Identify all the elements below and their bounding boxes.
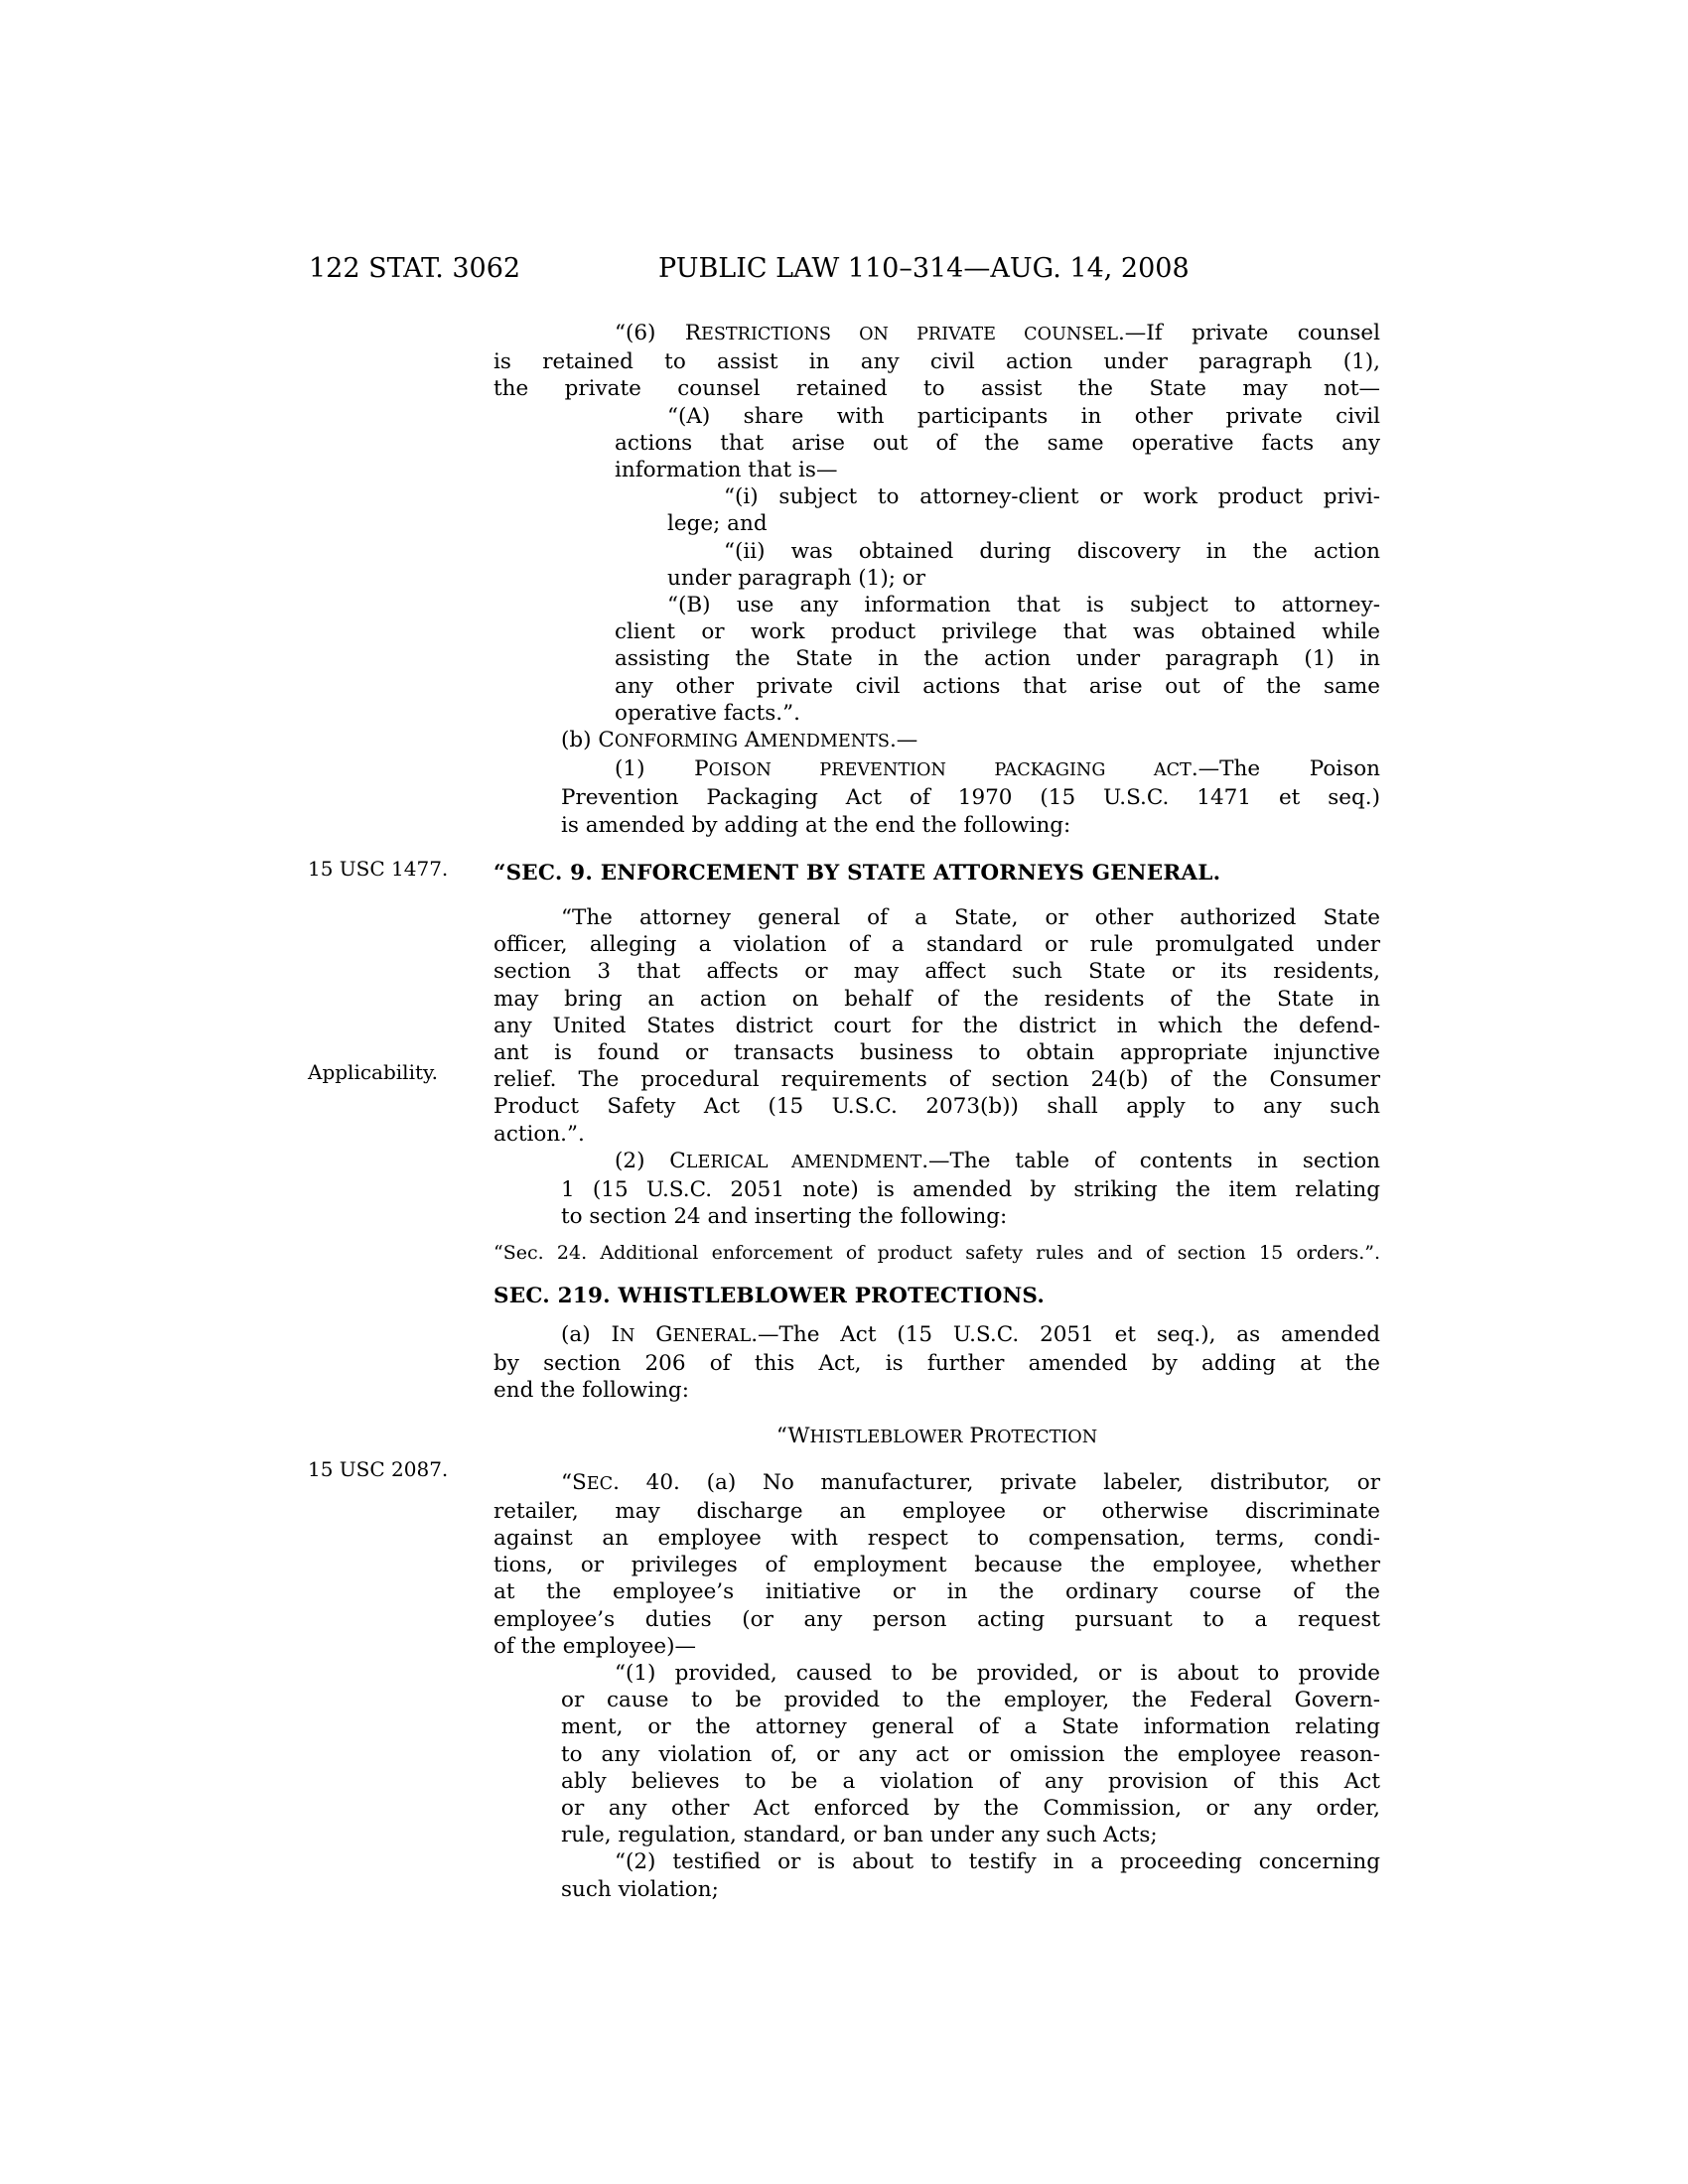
text-run: relief. The procedural requirements of section 24(b) of the Consumer — [493, 1067, 1380, 1093]
text-line — [493, 1713, 1380, 1740]
text-line — [493, 592, 1380, 618]
text-run: ment, or the attorney general of a State information relating — [561, 1714, 1380, 1740]
text-run: is retained to assist in any civil action under paragraph (1), — [493, 349, 1380, 375]
text-run: A — [738, 728, 761, 753]
text-run: client or work product privilege that was obtained while — [615, 619, 1380, 645]
text-run: “(6) R — [615, 321, 702, 345]
small-caps-run: OISON PREVENTION PACKAGING ACT — [708, 760, 1192, 781]
text-run: the private counsel retained to assist the State may not— — [493, 376, 1380, 402]
small-caps-run: MENDMENTS — [760, 732, 890, 752]
text-run: “Sec. 24. Additional enforcement of product safety rules and of section 15 orders.”. — [493, 1241, 1380, 1264]
margin-note-usc-1477: 15 USC 1477. — [308, 857, 449, 881]
text-run: .—The Poison — [1191, 756, 1380, 782]
text-run: “SEC. 9. ENFORCEMENT BY STATE ATTORNEYS GENERAL. — [493, 860, 1221, 886]
text-line — [493, 860, 1380, 887]
text-line — [493, 904, 1380, 931]
text-line — [493, 320, 1380, 348]
small-caps-run: N — [619, 1325, 635, 1346]
text-run: (1) P — [615, 756, 709, 782]
text-line — [493, 931, 1380, 958]
text-run: P — [962, 1424, 984, 1449]
text-line — [493, 1350, 1380, 1377]
text-run: such violation; — [561, 1876, 719, 1902]
text-run: . 40. (a) No manufacturer, private labeler, distributor, or — [613, 1469, 1380, 1495]
text-run: (b) C — [561, 728, 615, 753]
text-line — [493, 375, 1380, 402]
text-run: ant is found or transacts business to obtain appropriate injunctive — [493, 1040, 1380, 1066]
text-line — [493, 1552, 1380, 1578]
margin-note-applicability: Applicability. — [308, 1060, 438, 1084]
page-number: 122 STAT. 3062 — [309, 253, 521, 284]
section-heading-sec-9 — [493, 860, 1380, 887]
text-line — [493, 1321, 1380, 1350]
text-line — [493, 1176, 1380, 1203]
text-run: “(1) provided, caused to be provided, or is about to provide — [615, 1660, 1380, 1686]
text-run: rule, regulation, standard, or ban under any such Acts; — [561, 1823, 1158, 1848]
text-line — [493, 457, 1380, 483]
text-line — [493, 1741, 1380, 1768]
text-line — [493, 1606, 1380, 1633]
text-run: 1 (15 U.S.C. 2051 note) is amended by striking the item relating — [561, 1177, 1380, 1203]
text-run: by section 206 of this Act, is further amended by adding at the — [493, 1350, 1380, 1376]
text-run: assisting the State in the action under paragraph (1) in — [615, 646, 1380, 672]
text-line — [493, 403, 1380, 430]
text-run: .— — [889, 728, 918, 753]
text-line — [493, 1848, 1380, 1875]
text-run: any other private civil actions that arise out of the same — [615, 673, 1380, 699]
text-run: .—If private counsel — [1117, 321, 1381, 345]
text-run: any United States district court for the district in which the defend- — [493, 1013, 1380, 1038]
text-run: or cause to be provided to the employer, the Federal Govern- — [561, 1688, 1380, 1713]
text-run: information that is— — [615, 458, 838, 483]
text-run: action.”. — [493, 1121, 585, 1147]
small-caps-run: ONFORMING — [614, 732, 739, 752]
text-line — [493, 1687, 1380, 1713]
text-line — [493, 1093, 1380, 1120]
text-run: (a) I — [561, 1321, 620, 1347]
text-line — [493, 1795, 1380, 1822]
text-run: operative facts.”. — [615, 700, 800, 726]
text-line — [493, 1377, 1380, 1404]
text-run: “(B) use any information that is subject to attorney- — [667, 593, 1380, 618]
text-run: .—The Act (15 U.S.C. 2051 et seq.), as amended — [751, 1321, 1381, 1347]
text-run: “(i) subject to attorney-client or work product privi- — [724, 484, 1380, 510]
text-line — [493, 1148, 1380, 1176]
text-line — [493, 565, 1380, 592]
text-line — [493, 483, 1380, 510]
text-run: .—The table of contents in section — [921, 1148, 1380, 1173]
text-run: employee’s duties (or any person acting pursuant to a request — [493, 1606, 1380, 1632]
text-run: actions that arise out of the same operative facts any — [615, 430, 1380, 456]
text-run: “(A) share with participants in other private civil — [667, 403, 1380, 429]
text-run: or any other Act enforced by the Commission, or any order, — [561, 1795, 1380, 1821]
text-line — [493, 1013, 1380, 1039]
text-line — [493, 618, 1380, 645]
text-line — [493, 784, 1380, 811]
text-line — [493, 430, 1380, 457]
text-column — [493, 320, 1380, 1903]
text-line — [493, 538, 1380, 565]
text-line — [493, 958, 1380, 985]
text-run: “The attorney general of a State, or other authorized State — [561, 905, 1380, 931]
text-run: ably believes to be a violation of any provision of this Act — [561, 1768, 1380, 1794]
text-line — [493, 1066, 1380, 1093]
text-line — [493, 1876, 1380, 1903]
text-run: against an employee with respect to compensation, terms, condi- — [493, 1525, 1380, 1551]
paragraph-attorney-general-enforcement — [493, 904, 1380, 1230]
text-run: of the employee)— — [493, 1633, 696, 1659]
text-run: to any violation of, or any act or omission the employee reason- — [561, 1741, 1380, 1767]
text-line — [493, 1822, 1380, 1848]
text-line — [493, 1525, 1380, 1552]
text-run: “(2) testified or is about to testify in a proceeding concerning — [615, 1849, 1380, 1875]
text-run: Product Safety Act (15 U.S.C. 2073(b)) shall apply to any such — [493, 1094, 1380, 1120]
text-line — [493, 510, 1380, 537]
text-line — [493, 1242, 1380, 1264]
text-run: is amended by adding at the end the following: — [561, 812, 1071, 838]
text-line — [493, 1283, 1380, 1309]
text-line — [493, 1633, 1380, 1660]
text-line — [493, 755, 1380, 784]
text-run: officer, alleging a violation of a standard or rule promulgated under — [493, 932, 1380, 958]
section-heading-sec-219 — [493, 1283, 1380, 1309]
text-line — [493, 812, 1380, 839]
text-line — [493, 986, 1380, 1013]
small-caps-run: ENERAL — [672, 1325, 752, 1346]
small-caps-run: ESTRICTIONS ON PRIVATE COUNSEL — [701, 325, 1118, 344]
text-line — [493, 1423, 1380, 1451]
text-line — [493, 1121, 1380, 1148]
text-line — [493, 1469, 1380, 1498]
text-line — [493, 1578, 1380, 1605]
text-run: to section 24 and inserting the following: — [561, 1204, 1008, 1230]
text-run: lege; and — [667, 511, 768, 537]
text-line — [493, 727, 1380, 755]
text-run: under paragraph (1); or — [667, 565, 926, 591]
centered-heading-whistleblower-protection — [493, 1423, 1380, 1451]
margin-note-usc-2087: 15 USC 2087. — [308, 1457, 449, 1481]
paragraph-restrictions-on-private-counsel — [493, 320, 1380, 839]
text-run: Prevention Packaging Act of 1970 (15 U.S.C. 1471 et seq.) — [561, 785, 1380, 811]
text-line — [493, 1203, 1380, 1230]
text-line — [493, 1768, 1380, 1795]
text-line — [493, 700, 1380, 727]
small-caps-run: HISTLEBLOWER — [809, 1428, 963, 1448]
text-line — [493, 1498, 1380, 1525]
text-run: section 3 that affects or may affect such State or its residents, — [493, 959, 1380, 985]
text-run: “W — [775, 1424, 810, 1449]
text-run: tions, or privileges of employment because the employee, whether — [493, 1553, 1380, 1578]
text-line — [493, 1039, 1380, 1066]
text-run: “(ii) was obtained during discovery in the action — [724, 538, 1380, 564]
text-line — [493, 348, 1380, 375]
small-caps-run: LERICAL AMENDMENT — [685, 1152, 922, 1172]
small-caps-run: ROTECTION — [983, 1428, 1098, 1448]
text-run: at the employee’s initiative or in the ordinary course of the — [493, 1579, 1380, 1605]
text-run: retailer, may discharge an employee or otherwise discriminate — [493, 1498, 1380, 1524]
paragraph-in-general — [493, 1321, 1380, 1405]
law-title: PUBLIC LAW 110–314—AUG. 14, 2008 — [658, 253, 1190, 284]
text-run: end the following: — [493, 1378, 689, 1404]
text-run: (2) C — [615, 1148, 686, 1173]
text-run: G — [634, 1321, 673, 1347]
small-caps-run: EC — [586, 1473, 614, 1494]
text-run: may bring an action on behalf of the residents of the State in — [493, 986, 1380, 1012]
statute-toc-note-line — [493, 1242, 1380, 1264]
text-run: “S — [561, 1469, 587, 1495]
text-run: SEC. 219. WHISTLEBLOWER PROTECTIONS. — [493, 1283, 1046, 1308]
text-line — [493, 1660, 1380, 1687]
text-line — [493, 645, 1380, 672]
paragraph-sec-40 — [493, 1469, 1380, 1903]
text-line — [493, 673, 1380, 700]
